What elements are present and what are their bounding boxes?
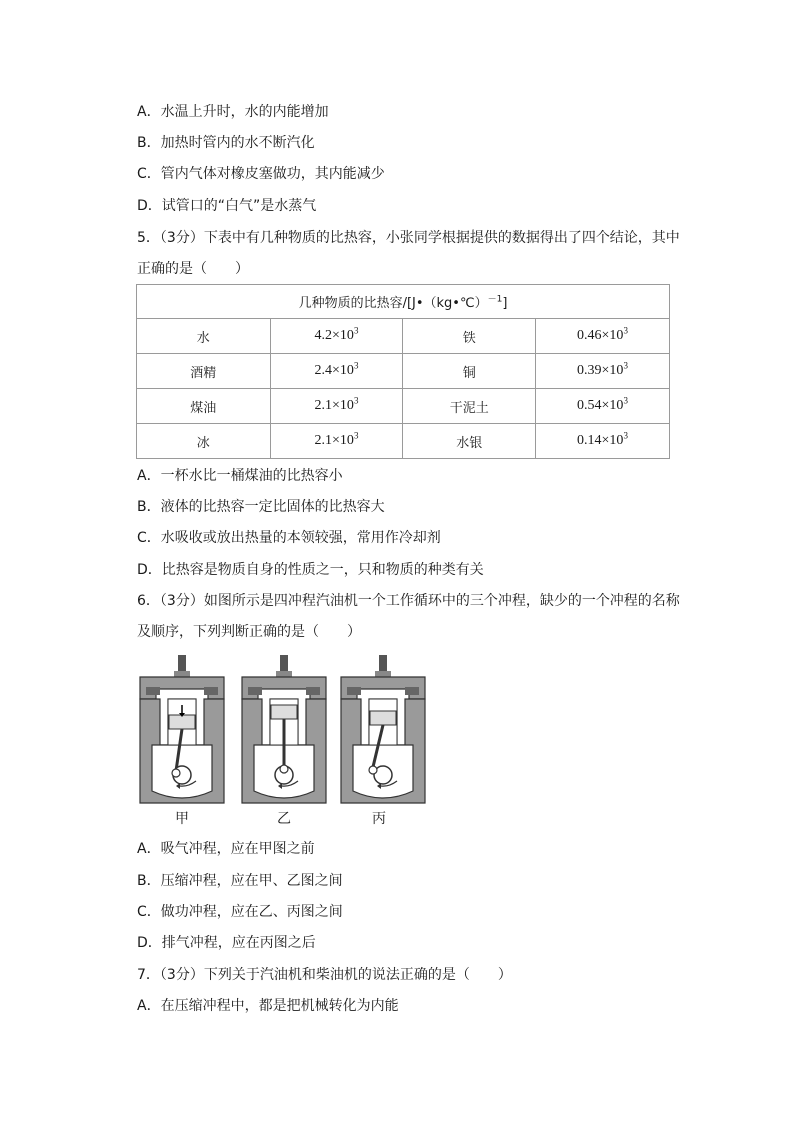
- q5-stem-line2: 正确的是（ ）: [137, 261, 249, 277]
- substance-cell: 酒精: [137, 354, 271, 389]
- table-row: [137, 354, 670, 389]
- value-text: 2.1×10: [314, 398, 354, 413]
- q6-option-a: A．吸气冲程，应在甲图之前: [137, 841, 315, 857]
- q7-option-a: A．在压缩冲程中，都是把机械转化为内能: [137, 998, 399, 1014]
- q6-option-d: D．排气冲程，应在丙图之后: [137, 935, 316, 951]
- q4-option-b: B．加热时管内的水不断汽化: [137, 135, 315, 151]
- substance-cell: 水: [137, 319, 271, 354]
- value-text: 2.4×10: [314, 363, 354, 378]
- value-text: 4.2×10: [314, 328, 354, 343]
- q5-option-c: C．水吸收或放出热量的本领较强，常用作冷却剂: [137, 530, 441, 546]
- q6-option-b: B．压缩冲程，应在甲、乙图之间: [137, 873, 343, 889]
- value-exponent: 3: [623, 430, 628, 441]
- substance-cell: 煤油: [137, 389, 271, 424]
- engine-label-yi: 乙: [277, 811, 291, 827]
- q6-option-c: C．做功冲程，应在乙、丙图之间: [137, 904, 343, 920]
- value-text: 2.1×10: [314, 433, 354, 448]
- value-cell: [270, 354, 403, 389]
- q4-option-c: C．管内气体对橡皮塞做功，其内能减少: [137, 166, 385, 182]
- engine-diagram-jia: [138, 653, 226, 805]
- engine-label-bing: 丙: [372, 811, 386, 827]
- q4-option-d: D．试管口的“白气”是水蒸气: [137, 198, 317, 214]
- caption-exponent: －1: [487, 294, 503, 305]
- q6-stem-line2: 及顺序，下列判断正确的是（ ）: [137, 624, 361, 640]
- engine-diagram-yi: [240, 653, 328, 805]
- substance-cell: 干泥土: [403, 389, 536, 424]
- substance-cell: 水银: [403, 424, 536, 459]
- value-cell: [535, 424, 669, 459]
- table-caption-row: [137, 285, 670, 319]
- value-exponent: 3: [623, 395, 628, 406]
- value-text: 0.39×10: [577, 363, 624, 378]
- value-exponent: 3: [353, 360, 359, 371]
- table-row: [137, 319, 670, 354]
- value-exponent: 3: [353, 395, 359, 406]
- value-cell: [270, 424, 403, 459]
- caption-end: ]: [502, 296, 508, 311]
- table-row: [137, 424, 670, 459]
- value-exponent: 3: [623, 360, 628, 371]
- value-text: 0.14×10: [577, 433, 624, 448]
- value-exponent: 3: [353, 430, 359, 441]
- value-cell: [270, 319, 403, 354]
- q6-stem-line1: 6．（3分）如图所示是四冲程汽油机一个工作循环中的三个冲程，缺少的一个冲程的名称: [137, 593, 680, 609]
- caption-text: 几种物质的比热容/[J•（kg•℃）: [298, 296, 488, 311]
- value-cell: [270, 389, 403, 424]
- value-cell: [535, 354, 669, 389]
- substance-cell: 冰: [137, 424, 271, 459]
- table-caption: [137, 285, 670, 319]
- value-text: 0.54×10: [577, 398, 624, 413]
- value-text: 0.46×10: [577, 328, 624, 343]
- substance-cell: 铜: [403, 354, 536, 389]
- value-exponent: 3: [623, 325, 628, 336]
- q5-option-a: A．一杯水比一桶煤油的比热容小: [137, 468, 343, 484]
- q5-option-d: D．比热容是物质自身的性质之一，只和物质的种类有关: [137, 562, 484, 578]
- q4-option-a: A．水温上升时，水的内能增加: [137, 104, 329, 120]
- q5-stem-line1: 5．（3分）下表中有几种物质的比热容，小张同学根据提供的数据得出了四个结论，其中: [137, 230, 680, 246]
- value-exponent: 3: [353, 325, 359, 336]
- value-cell: [535, 319, 669, 354]
- engine-diagram-bing: [339, 653, 427, 805]
- specific-heat-table: [136, 284, 670, 459]
- engine-label-jia: 甲: [175, 811, 189, 827]
- table-row: [137, 389, 670, 424]
- q5-option-b: B．液体的比热容一定比固体的比热容大: [137, 499, 385, 515]
- q7-stem: 7．（3分）下列关于汽油机和柴油机的说法正确的是（ ）: [137, 967, 512, 983]
- value-cell: [535, 389, 669, 424]
- substance-cell: 铁: [403, 319, 536, 354]
